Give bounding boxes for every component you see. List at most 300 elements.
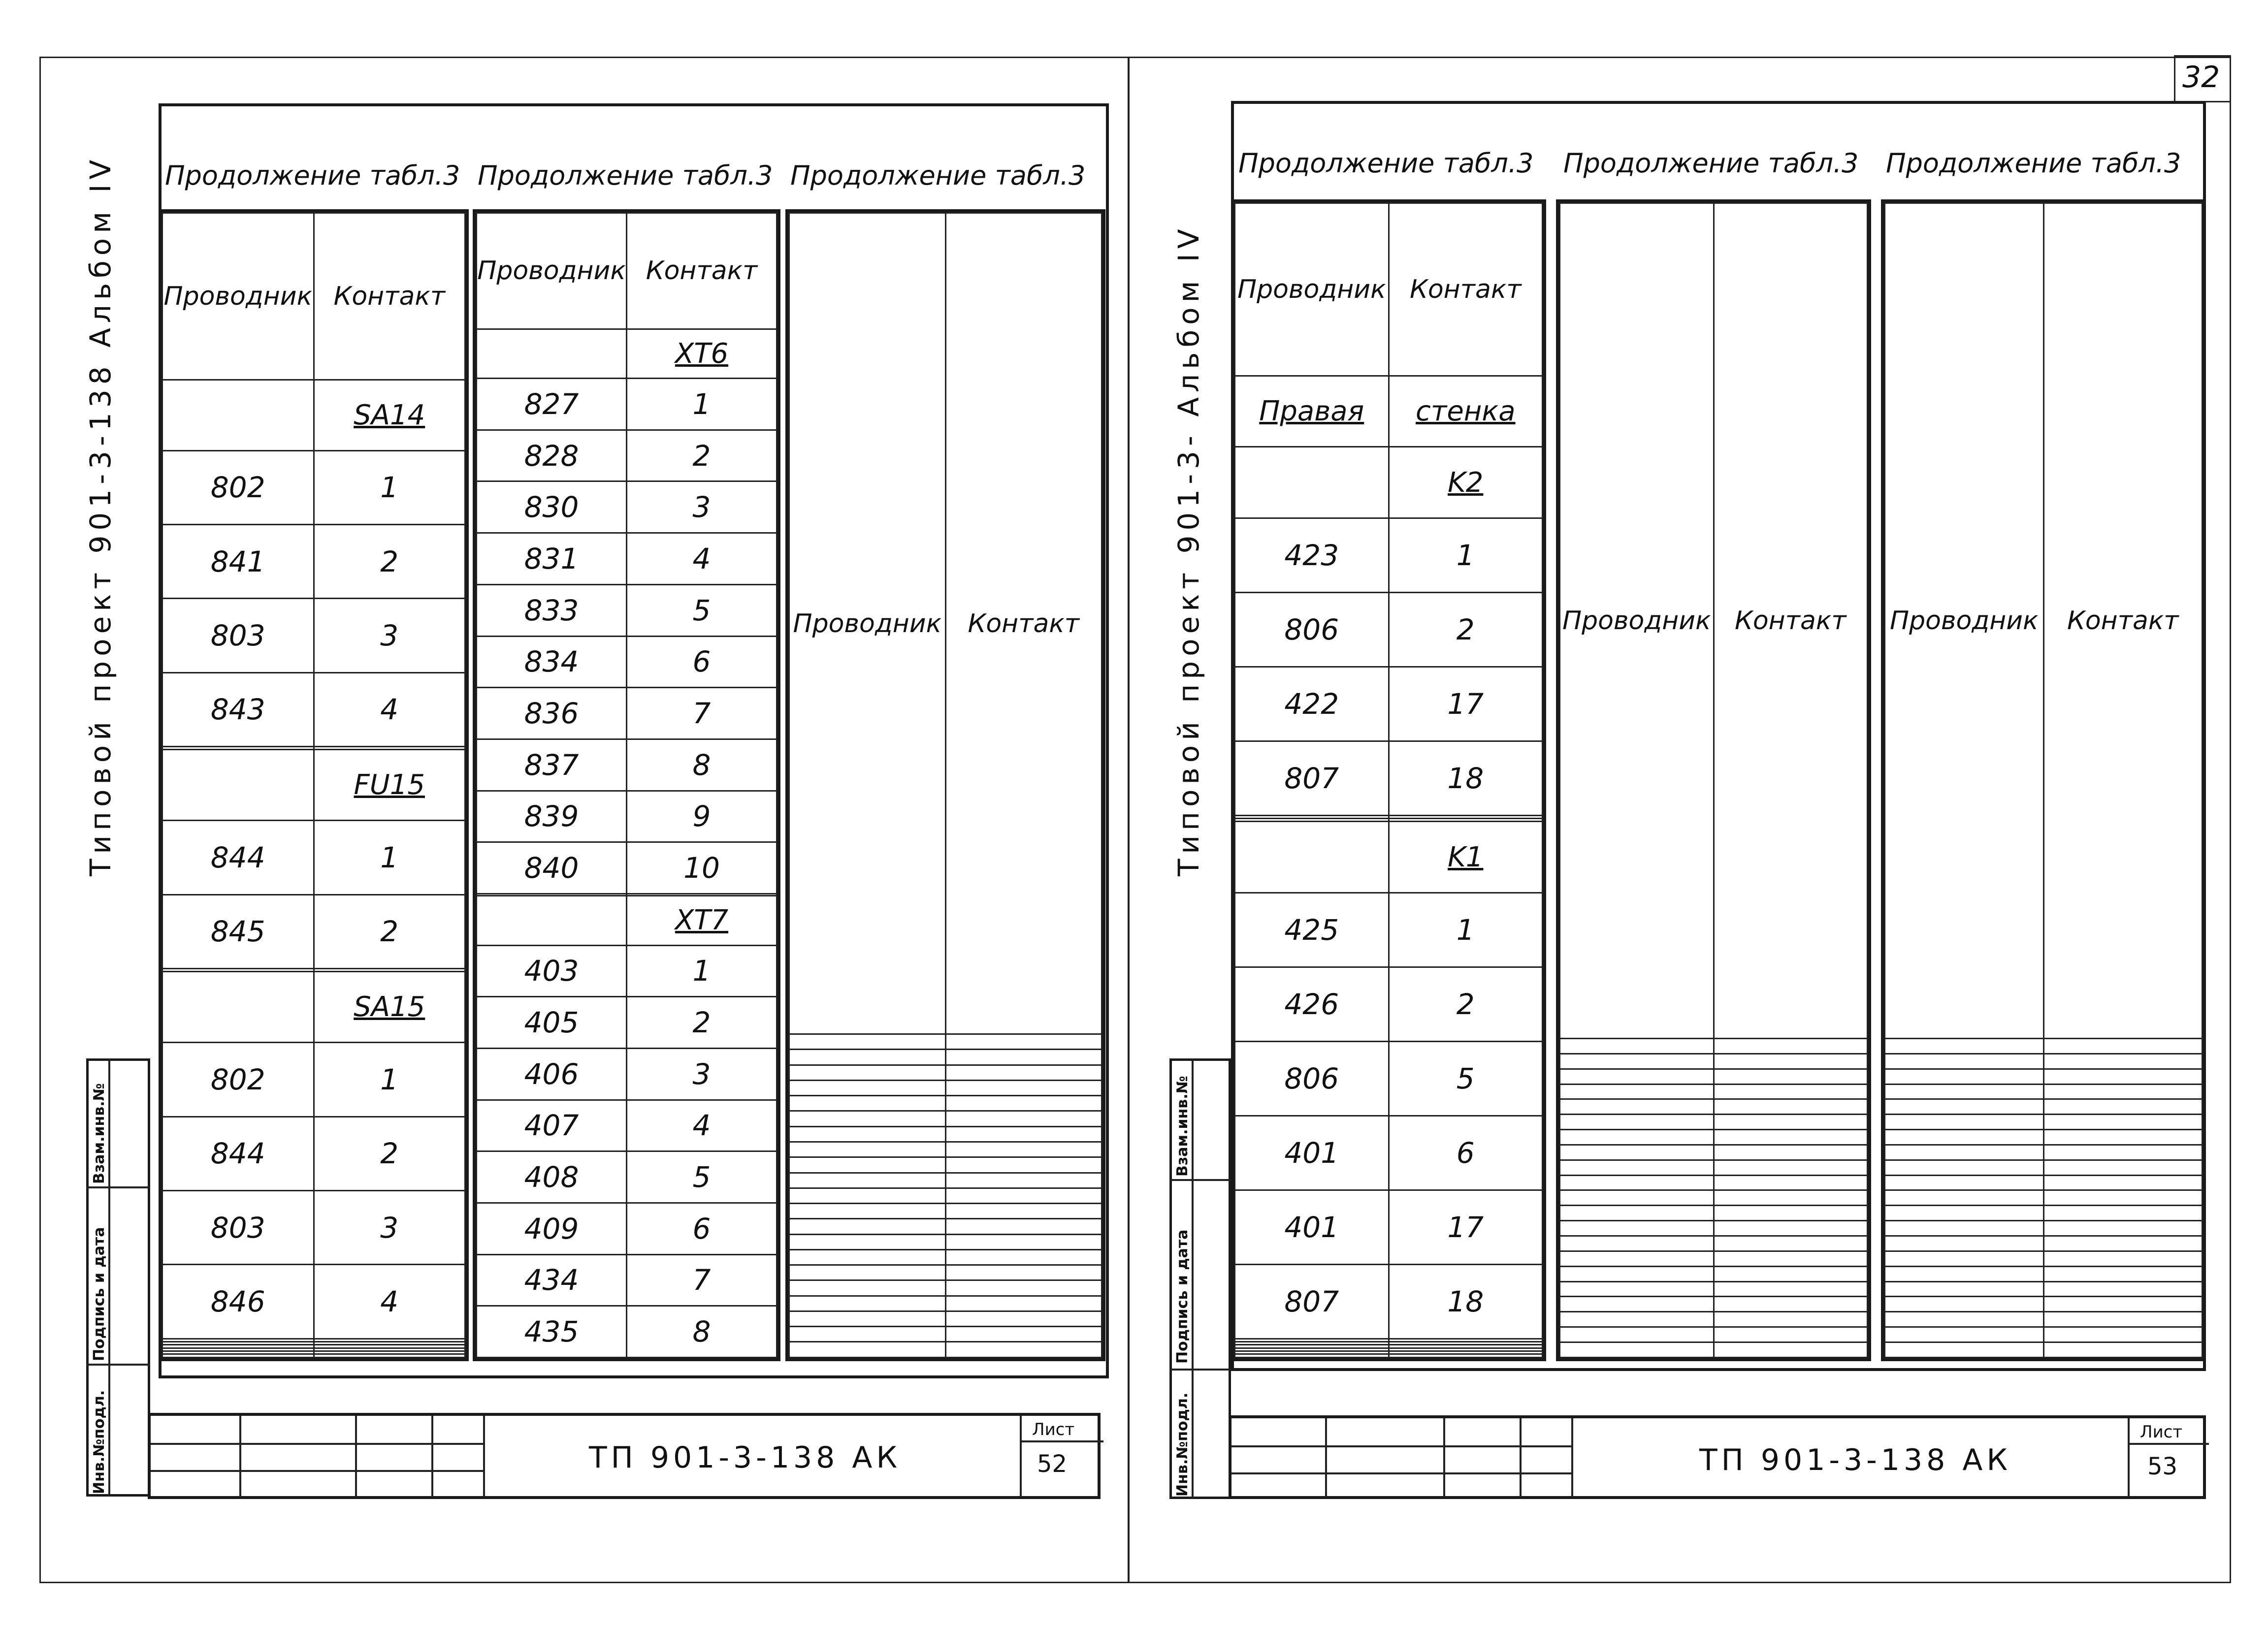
- contact-cell: 6: [627, 636, 777, 688]
- table-row: [162, 380, 465, 450]
- conductor-cell: [1560, 1251, 1714, 1266]
- table-row: [477, 688, 777, 739]
- table-row: [1235, 1190, 1543, 1264]
- table-row: [477, 1100, 777, 1151]
- table-row: [789, 1080, 1102, 1095]
- conductor-cell: [789, 1034, 946, 1050]
- conductor-cell: 409: [477, 1203, 627, 1254]
- contact-cell: [1714, 1281, 1868, 1297]
- conductor-cell: 834: [477, 636, 627, 688]
- contact-cell: [945, 1111, 1102, 1126]
- contact-cell: 5: [1389, 1041, 1543, 1116]
- right-caption-1: Продолжение табл.3: [1238, 148, 1534, 179]
- conductor-cell: [1560, 1099, 1714, 1115]
- table-row: [1885, 1190, 2203, 1206]
- table-row: [1885, 1312, 2203, 1327]
- conductor-cell: 840: [477, 842, 627, 894]
- right-caption-2: Продолжение табл.3: [1563, 148, 1859, 179]
- strip-label-sign: Подпись и дата: [1174, 1229, 1191, 1364]
- header-contact: Контакт: [314, 213, 465, 380]
- table-row: [1885, 1175, 2203, 1190]
- table-row: [1560, 1327, 1868, 1342]
- table-row: [477, 1203, 777, 1254]
- left-caption-3: Продолжение табл.3: [790, 160, 1086, 191]
- contact-cell: [2043, 1145, 2203, 1160]
- table-row: [789, 1034, 1102, 1050]
- table-row: [1885, 1297, 2203, 1312]
- contact-cell: 4: [627, 1100, 777, 1151]
- table-row: [789, 1265, 1102, 1280]
- right-table-2: [1556, 199, 1871, 1361]
- conductor-cell: 806: [1235, 592, 1389, 667]
- conductor-cell: 423: [1235, 518, 1389, 592]
- table-row: [1235, 893, 1543, 967]
- center-divider: [1128, 57, 1130, 1582]
- table-row: [477, 945, 777, 997]
- table-row: [1235, 518, 1543, 592]
- table-row: [1885, 1266, 2203, 1281]
- stamp-divider: [355, 1416, 357, 1497]
- conductor-cell: [1560, 1160, 1714, 1175]
- stamp-divider: [1443, 1418, 1445, 1497]
- conductor-cell: [789, 1327, 946, 1342]
- table-row: [477, 791, 777, 842]
- left-table-3: [785, 209, 1105, 1361]
- conductor-cell: [1560, 1206, 1714, 1221]
- contact-cell: 1: [314, 1043, 465, 1117]
- conductor-cell: [789, 1265, 946, 1280]
- conductor-cell: [1560, 1281, 1714, 1297]
- conductor-cell: [789, 1050, 946, 1065]
- conductor-cell: [789, 1296, 946, 1311]
- contact-cell: 2: [314, 1117, 465, 1190]
- stamp-document-code: ТП 901-3-138 АК: [589, 1440, 902, 1475]
- table-row: [162, 894, 465, 968]
- contact-cell: 18: [1389, 741, 1543, 815]
- conductor-cell: [162, 380, 314, 450]
- contact-cell: [945, 1280, 1102, 1296]
- header-conductor: Проводник: [477, 213, 627, 329]
- stamp-sheet-number: 53: [2147, 1453, 2178, 1480]
- table-row: [1885, 1342, 2203, 1357]
- conductor-cell: 406: [477, 1048, 627, 1100]
- table-row: [1235, 1264, 1543, 1339]
- left-caption-1: Продолжение табл.3: [165, 160, 460, 191]
- conductor-cell: 435: [477, 1306, 627, 1358]
- table-row: [1235, 1041, 1543, 1116]
- header-contact: Контакт: [1389, 203, 1543, 376]
- right-table-3: [1881, 199, 2206, 1361]
- table-row: [1885, 1039, 2203, 1054]
- conductor-cell: [1235, 822, 1389, 893]
- header-contact: Контакт: [2043, 203, 2203, 1039]
- table-row: [1560, 1297, 1868, 1312]
- left-table-1-grid: [162, 212, 466, 1358]
- strip-label-sign: Подпись и дата: [91, 1227, 108, 1361]
- conductor-cell: [789, 1173, 946, 1188]
- contact-cell: XT7: [627, 896, 777, 945]
- contact-cell: [1714, 1190, 1868, 1206]
- conductor-cell: [1560, 1175, 1714, 1190]
- contact-cell: 6: [1389, 1116, 1543, 1190]
- right-table-2-grid: [1559, 202, 1868, 1358]
- conductor-cell: [162, 750, 314, 821]
- contact-cell: [945, 1311, 1102, 1326]
- contact-cell: 10: [627, 842, 777, 894]
- conductor-cell: 836: [477, 688, 627, 739]
- contact-cell: K2: [1389, 447, 1543, 518]
- table-row: [1885, 1206, 2203, 1221]
- conductor-cell: 434: [477, 1254, 627, 1306]
- conductor-cell: [1885, 1145, 2044, 1160]
- table-row: [1560, 1175, 1868, 1190]
- conductor-cell: [1560, 1069, 1714, 1084]
- contact-cell: [2043, 1053, 2203, 1069]
- table-row: [477, 584, 777, 636]
- contact-cell: [2043, 1115, 2203, 1130]
- table-row: [477, 997, 777, 1049]
- conductor-cell: [1885, 1099, 2044, 1115]
- table-row: [789, 1234, 1102, 1249]
- table-row: [1560, 1099, 1868, 1115]
- contact-cell: [945, 1173, 1102, 1188]
- contact-cell: [1714, 1206, 1868, 1221]
- contact-cell: 7: [627, 1254, 777, 1306]
- stamp-divider: [239, 1416, 241, 1497]
- contact-cell: [2043, 1175, 2203, 1190]
- conductor-cell: 827: [477, 379, 627, 430]
- contact-cell: 5: [627, 584, 777, 636]
- contact-cell: [1714, 1053, 1868, 1069]
- right-strip-divider: [1192, 1058, 1194, 1499]
- conductor-cell: [477, 329, 627, 378]
- contact-cell: 1: [314, 821, 465, 894]
- table-row: [162, 750, 465, 821]
- contact-cell: 6: [627, 1203, 777, 1254]
- table-row: [1885, 1069, 2203, 1084]
- table-row: [789, 1249, 1102, 1265]
- contact-cell: [2043, 1221, 2203, 1236]
- conductor-cell: [1885, 1175, 2044, 1190]
- conductor-cell: [789, 1234, 946, 1249]
- strip-label-inv: Инв.№подл.: [91, 1390, 108, 1494]
- table-row: [1560, 1266, 1868, 1281]
- contact-cell: 17: [1389, 667, 1543, 741]
- table-row: [789, 1096, 1102, 1111]
- conductor-cell: [1560, 1145, 1714, 1160]
- contact-cell: 5: [627, 1151, 777, 1203]
- conductor-cell: [1885, 1053, 2044, 1069]
- conductor-cell: 802: [162, 450, 314, 524]
- table-row: [789, 1157, 1102, 1173]
- contact-cell: 7: [627, 688, 777, 739]
- left-strip-labels: [89, 1058, 108, 1497]
- contact-cell: [2043, 1236, 2203, 1251]
- conductor-cell: 426: [1235, 967, 1389, 1041]
- contact-cell: [945, 1080, 1102, 1095]
- conductor-cell: [789, 1280, 946, 1296]
- conductor-cell: [1885, 1266, 2044, 1281]
- conductor-cell: 408: [477, 1151, 627, 1203]
- contact-cell: 1: [1389, 893, 1543, 967]
- conductor-cell: [162, 972, 314, 1043]
- conductor-cell: [1560, 1053, 1714, 1069]
- left-strip-divider: [108, 1058, 110, 1497]
- contact-cell: 2: [627, 997, 777, 1049]
- contact-cell: FU15: [314, 750, 465, 821]
- conductor-cell: [789, 1204, 946, 1219]
- contact-cell: [2043, 1342, 2203, 1357]
- conductor-cell: 401: [1235, 1190, 1389, 1264]
- table-row: [789, 1311, 1102, 1326]
- conductor-cell: [1560, 1221, 1714, 1236]
- table-row: [1885, 1327, 2203, 1342]
- table-row: [789, 1142, 1102, 1157]
- contact-cell: [945, 1126, 1102, 1142]
- table-row: [477, 896, 777, 945]
- conductor-cell: [1885, 1312, 2044, 1327]
- table-row: [1235, 741, 1543, 815]
- conductor-cell: 807: [1235, 741, 1389, 815]
- table-row: [1235, 376, 1543, 447]
- table-row: [477, 1306, 777, 1358]
- contact-cell: [945, 1342, 1102, 1358]
- table-row: [162, 672, 465, 746]
- conductor-cell: [1560, 1190, 1714, 1206]
- right-strip-labels: [1172, 1058, 1192, 1499]
- table-row: [1885, 1160, 2203, 1175]
- table-row: [789, 1296, 1102, 1311]
- left-table-3-grid: [788, 212, 1102, 1358]
- table-row: [1235, 1116, 1543, 1190]
- conductor-cell: 422: [1235, 667, 1389, 741]
- table-row: [477, 481, 777, 533]
- table-row: [1885, 1053, 2203, 1069]
- contact-cell: [945, 1219, 1102, 1234]
- table-row: [1235, 667, 1543, 741]
- contact-cell: [1714, 1069, 1868, 1084]
- contact-cell: 17: [1389, 1190, 1543, 1264]
- conductor-cell: [789, 1311, 946, 1326]
- table-row: [1885, 1281, 2203, 1297]
- conductor-cell: [1560, 1039, 1714, 1054]
- conductor-cell: [1235, 447, 1389, 518]
- conductor-cell: [1885, 1160, 2044, 1175]
- contact-cell: 4: [627, 533, 777, 585]
- contact-cell: [1389, 1354, 1543, 1358]
- contact-cell: [2043, 1099, 2203, 1115]
- contact-cell: [945, 1050, 1102, 1065]
- table-row: [789, 1204, 1102, 1219]
- left-title-block: [148, 1413, 1101, 1499]
- conductor-cell: 828: [477, 430, 627, 481]
- stamp-divider: [151, 1443, 483, 1445]
- table-row: [162, 525, 465, 599]
- strip-label-replace: Взам.инв.№: [91, 1083, 108, 1184]
- contact-cell: [2043, 1206, 2203, 1221]
- conductor-cell: [1885, 1190, 2044, 1206]
- contact-cell: [1714, 1221, 1868, 1236]
- table-row: [162, 972, 465, 1043]
- stamp-divider: [1020, 1440, 1103, 1442]
- conductor-cell: 405: [477, 997, 627, 1049]
- table-row: [789, 1050, 1102, 1065]
- conductor-cell: 403: [477, 945, 627, 997]
- table-row: [477, 379, 777, 430]
- strip-label-inv: Инв.№подл.: [1174, 1392, 1191, 1497]
- table-row: [1885, 1236, 2203, 1251]
- conductor-cell: [789, 1096, 946, 1111]
- conductor-cell: [1560, 1236, 1714, 1251]
- conductor-cell: [789, 1126, 946, 1142]
- table-row: [1560, 1145, 1868, 1160]
- stamp-divider: [2128, 1443, 2209, 1445]
- contact-cell: [1714, 1327, 1868, 1342]
- contact-cell: [945, 1142, 1102, 1157]
- table-row: [1885, 1251, 2203, 1266]
- table-row: [162, 450, 465, 524]
- conductor-cell: 802: [162, 1043, 314, 1117]
- contact-cell: [2043, 1251, 2203, 1266]
- right-table-1-grid: [1234, 202, 1543, 1358]
- right-side-title: Типовой проект 901-3- Альбом IV: [1172, 224, 1205, 876]
- stamp-document-code: ТП 901-3-138 АК: [1699, 1443, 2012, 1477]
- contact-cell: [1714, 1266, 1868, 1281]
- table-row: [1885, 1221, 2203, 1236]
- header-contact: Контакт: [627, 213, 777, 329]
- conductor-cell: 401: [1235, 1116, 1389, 1190]
- table-row: [1560, 1115, 1868, 1130]
- contact-cell: [2043, 1130, 2203, 1145]
- contact-cell: [1714, 1251, 1868, 1266]
- table-row: [162, 1265, 465, 1339]
- table-row: [162, 599, 465, 672]
- table-row: [1560, 1084, 1868, 1099]
- stamp-sheet-label: Лист: [2140, 1422, 2183, 1442]
- table-row: [789, 1327, 1102, 1342]
- table-row: [1235, 447, 1543, 518]
- contact-cell: [2043, 1190, 2203, 1206]
- table-row: [1560, 1130, 1868, 1145]
- table-row: [1885, 1084, 2203, 1099]
- contact-cell: [2043, 1266, 2203, 1281]
- contact-cell: [1714, 1099, 1868, 1115]
- contact-cell: 4: [314, 672, 465, 746]
- conductor-cell: [1560, 1342, 1714, 1357]
- conductor-cell: [162, 1354, 314, 1358]
- contact-cell: [2043, 1281, 2203, 1297]
- contact-cell: 2: [314, 525, 465, 599]
- table-row: [1235, 967, 1543, 1041]
- contact-cell: XT6: [627, 329, 777, 378]
- contact-cell: [1714, 1342, 1868, 1357]
- contact-cell: [945, 1234, 1102, 1249]
- stamp-divider: [1231, 1445, 1571, 1447]
- conductor-cell: [1560, 1266, 1714, 1281]
- contact-cell: [2043, 1069, 2203, 1084]
- contact-cell: [1714, 1130, 1868, 1145]
- table-row: [1560, 1221, 1868, 1236]
- stamp-divider: [1571, 1418, 1573, 1497]
- conductor-cell: 844: [162, 821, 314, 894]
- left-table-2-grid: [476, 212, 778, 1358]
- contact-cell: [1714, 1312, 1868, 1327]
- contact-cell: [1714, 1236, 1868, 1251]
- table-row: [162, 1117, 465, 1190]
- table-row: [477, 739, 777, 791]
- conductor-cell: [789, 1080, 946, 1095]
- table-row: [789, 1065, 1102, 1080]
- table-row: [1560, 1206, 1868, 1221]
- conductor-cell: Правая: [1235, 376, 1389, 447]
- table-row: [477, 842, 777, 894]
- contact-cell: [945, 1188, 1102, 1203]
- right-title-block: [1229, 1415, 2206, 1499]
- stamp-divider: [431, 1416, 433, 1497]
- conductor-cell: [789, 1249, 946, 1265]
- left-table-2: [473, 209, 780, 1361]
- table-row: [1560, 1160, 1868, 1175]
- conductor-cell: 837: [477, 739, 627, 791]
- table-row: [1560, 1251, 1868, 1266]
- contact-cell: 1: [627, 945, 777, 997]
- contact-cell: [945, 1034, 1102, 1050]
- table-row: [1560, 1281, 1868, 1297]
- conductor-cell: [1885, 1251, 2044, 1266]
- contact-cell: [945, 1296, 1102, 1311]
- contact-cell: 1: [1389, 518, 1543, 592]
- contact-cell: K1: [1389, 822, 1543, 893]
- conductor-cell: [1560, 1327, 1714, 1342]
- header-contact: Контакт: [1714, 203, 1868, 1039]
- table-row: [1885, 1115, 2203, 1130]
- header-conductor: Проводник: [1885, 203, 2044, 1039]
- contact-cell: [945, 1065, 1102, 1080]
- left-table-1: [159, 209, 469, 1361]
- header-conductor: Проводник: [1560, 203, 1714, 1039]
- strip-label-replace: Взам.инв.№: [1174, 1076, 1191, 1177]
- contact-cell: 4: [314, 1265, 465, 1339]
- conductor-cell: [1885, 1281, 2044, 1297]
- header-conductor: Проводник: [789, 213, 946, 1034]
- contact-cell: SA15: [314, 972, 465, 1043]
- table-row: [789, 1219, 1102, 1234]
- conductor-cell: [1560, 1130, 1714, 1145]
- conductor-cell: [789, 1219, 946, 1234]
- conductor-cell: 407: [477, 1100, 627, 1151]
- contact-cell: 9: [627, 791, 777, 842]
- conductor-cell: [1560, 1297, 1714, 1312]
- table-row: [162, 1354, 465, 1358]
- right-table-1: [1231, 199, 1546, 1361]
- stamp-divider: [1020, 1416, 1022, 1497]
- contact-cell: 3: [314, 1191, 465, 1265]
- conductor-cell: 839: [477, 791, 627, 842]
- conductor-cell: 833: [477, 584, 627, 636]
- contact-cell: [314, 1354, 465, 1358]
- contact-cell: 8: [627, 739, 777, 791]
- contact-cell: [1714, 1039, 1868, 1054]
- conductor-cell: 846: [162, 1265, 314, 1339]
- conductor-cell: [1885, 1115, 2044, 1130]
- conductor-cell: 831: [477, 533, 627, 585]
- contact-cell: [1714, 1160, 1868, 1175]
- contact-cell: 8: [627, 1306, 777, 1358]
- table-row: [1560, 1312, 1868, 1327]
- contact-cell: [945, 1096, 1102, 1111]
- table-row: [1560, 1236, 1868, 1251]
- conductor-cell: [1885, 1342, 2044, 1357]
